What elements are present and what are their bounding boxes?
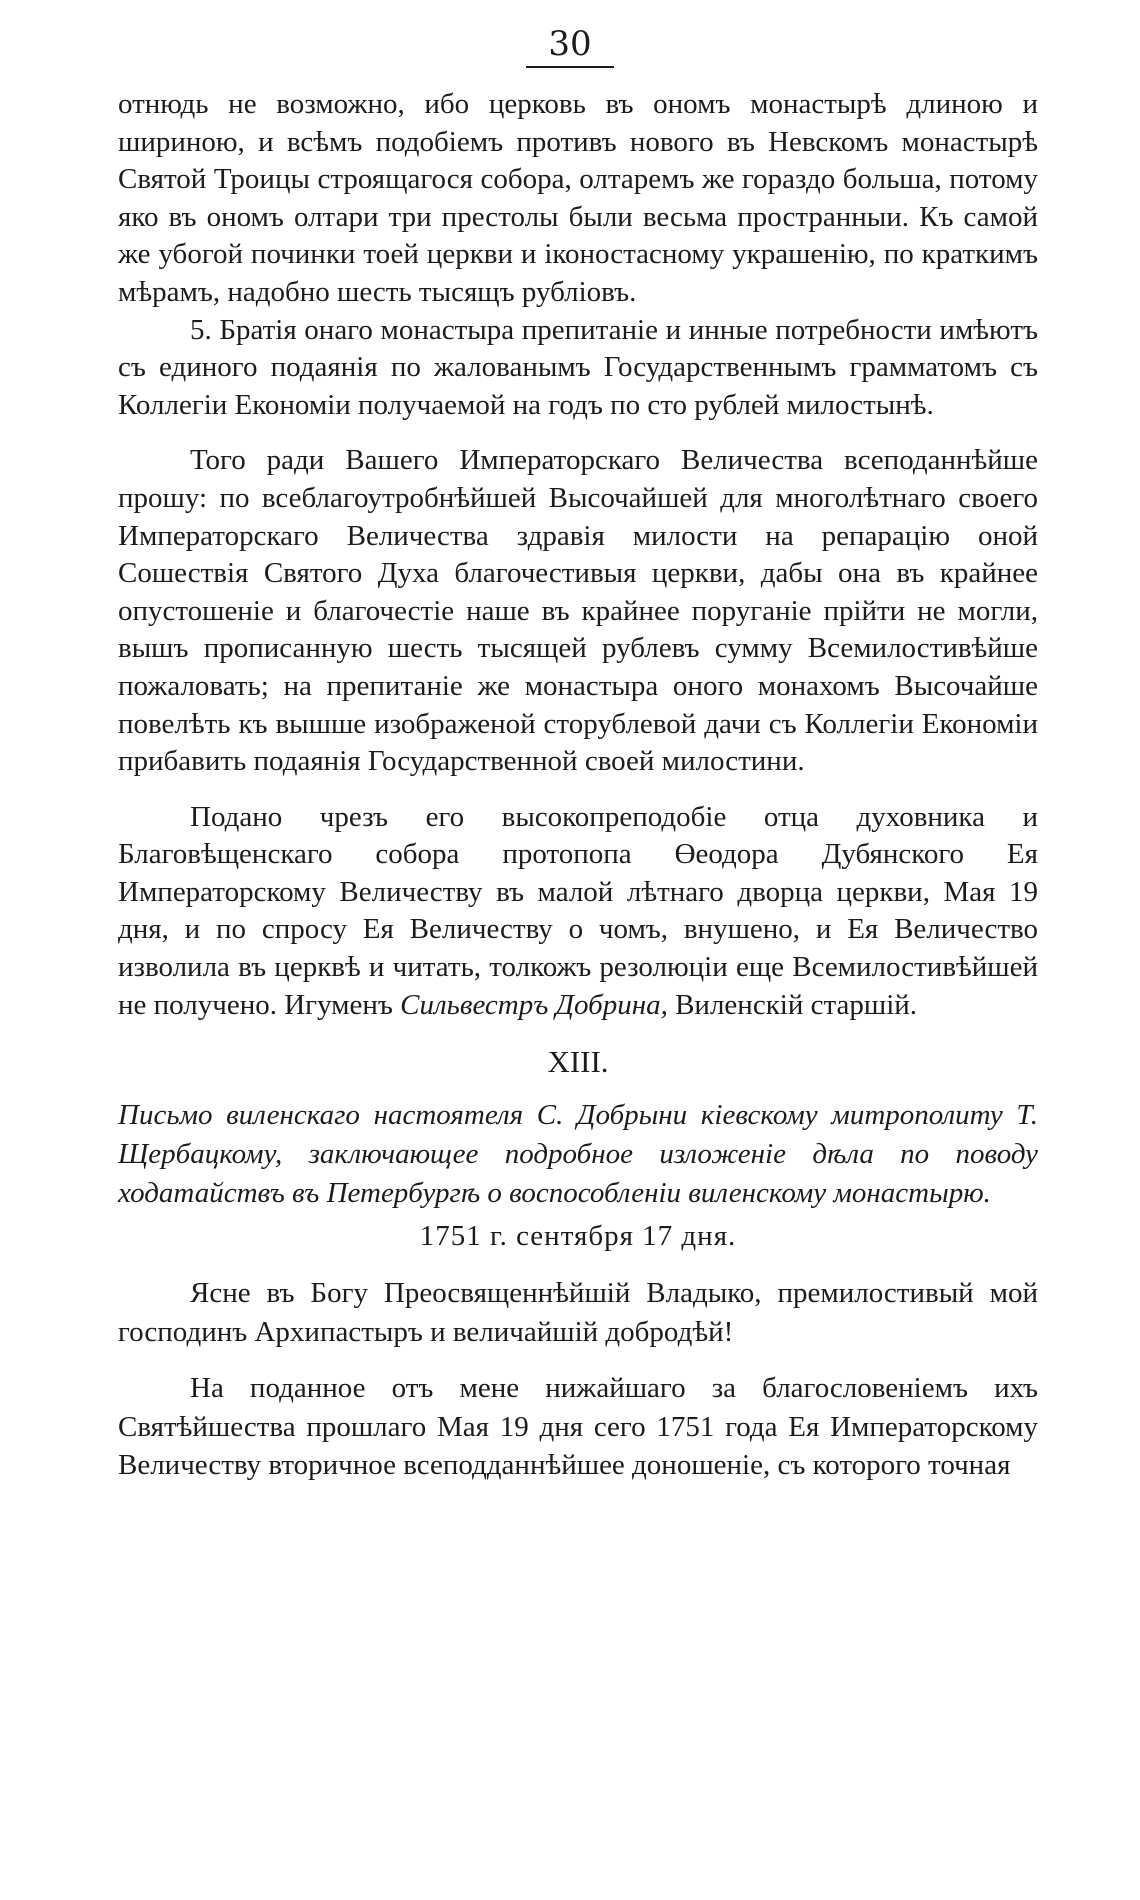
- section-number: XIII.: [547, 1044, 609, 1079]
- section-date: 1751 г. сентября 17 дня.: [419, 1220, 737, 1252]
- paragraph-continuation: отнюдь не возможно, ибо церковь въ ономъ монастырѣ длиною и шириною, и всѣмъ подобіемъ противъ нового въ Невскомъ монастырѣ Святой Троицы строящагося собора, олтаремъ же гораздо большa, потому яко въ ономъ олтари три престолы были весьма пространныи. Къ самой же убогой починки тоей церкви и іконостасному украшенію, по краткимъ мѣрамъ, надобно шесть тысящъ рублiовъ.: [118, 88, 1038, 308]
- body-text-block-1: [118, 86, 1038, 1024]
- paragraph-salutation: Ясне въ Богу Преосвященнѣйшій Владыко, премилостивый мой господинъ Архипастыръ и величайшій добродѣй!: [118, 1277, 1038, 1348]
- signatory-name: Сильвестръ Добрина,: [400, 988, 668, 1021]
- body-text-block-2: [118, 1274, 1038, 1485]
- signatory-title: Виленскій старшій.: [675, 988, 918, 1021]
- section-title: Письмо виленскаго настоятеля С. Добрыни кіевскому митрополиту Т. Щербацкому, заключающее подробное изложеніе дѣла по поводу ходатайствъ въ Петербургѣ о воспособленіи виленскому монастырю.: [118, 1099, 1038, 1209]
- page-number: 30: [0, 22, 1140, 66]
- paragraph-letter-start: На поданное отъ мене нижайшаго за благословеніемъ ихъ Святѣйшества прошлаго Мая 19 дня сего 1751 года Ея Императорскому Величеству вторичное всеподданнѣйшее доношеніе, съ которого точная: [118, 1372, 1038, 1481]
- paragraph-item-5: 5. Братія онаго монастыра препитаніе и инные потребности имѣютъ съ единого подаянія по жалованымъ Государственнымъ грамматомъ съ Коллегіи Економіи получаемой на годъ по сто рублей милостынѣ.: [118, 313, 1038, 421]
- paragraph-petition: Того ради Вашего Императорскаго Величества всеподаннѣйше прошу: по всеблагоутробнѣйшей Высочайшей для многолѣтнаго своего Императорскаго Величества здравія милости на репарацію оной Сошествія Святого Духа благочестивыя церкви, дабы она въ крайнее опустошеніе и благочестіе наше въ крайнее поруганіе прійти не могли, вышъ прописанную шесть тысящей рублевъ сумму Всемилостивѣйше пожаловать; на препитаніе же монастыра оного монахомъ Высочайше повелѣть къ вышше изображеной сторублевой дачи съ Коллегіи Економіи прибавить подаянія Государственной своей милостини.: [118, 444, 1038, 778]
- paragraph-submission: [118, 799, 1038, 1025]
- submission-text: Подано чрезъ его высокопреподобіе отца духовника и Благовѣщенскаго собора протопопа Өеодора Дубянского Ея Императорскому Величеству въ малой лѣтнаго дворца церкви, Мая 19 дня, и по спросу Ея Величеству о чомъ, внушено, и Ея Величество изволила въ церквѣ и читать, толкожъ резолюціи еще Всемилостивѣйшей не получено. Игуменъ: [118, 800, 1038, 1021]
